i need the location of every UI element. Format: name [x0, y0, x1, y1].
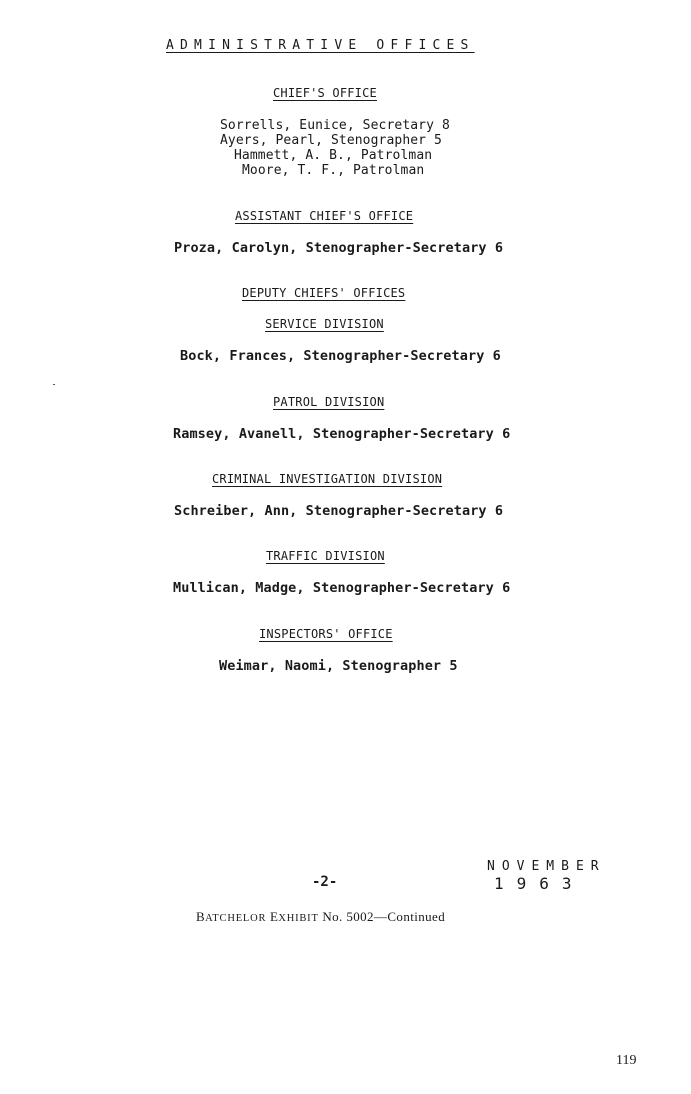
scan-speck: [53, 384, 55, 385]
typed-page-number: -2-: [312, 874, 338, 890]
staff-entry: Bock, Frances, Stenographer-Secretary 6: [180, 348, 501, 364]
section-heading-patrol-division: PATROL DIVISION: [273, 395, 385, 409]
subsection-heading-service-division: SERVICE DIVISION: [265, 317, 384, 331]
staff-entry: Hammett, A. B., Patrolman: [234, 148, 433, 163]
staff-entry: Proza, Carolyn, Stenographer-Secretary 6: [174, 240, 504, 256]
section-heading-inspectors-office: INSPECTORS' OFFICE: [259, 627, 393, 641]
caption-number: No. 5002: [322, 909, 374, 924]
section-heading-deputy-chiefs-offices: DEPUTY CHIEFS' OFFICES: [242, 286, 406, 300]
staff-entry: Schreiber, Ann, Stenographer-Secretary 6: [174, 503, 504, 519]
caption-name-rest: ATCHELOR: [205, 913, 267, 924]
staff-entry: Ayers, Pearl, Stenographer 5: [220, 133, 442, 148]
staff-entry: Weimar, Naomi, Stenographer 5: [219, 658, 458, 674]
staff-entry: Ramsey, Avanell, Stenographer-Secretary 6: [173, 426, 511, 442]
caption-suffix: —Continued: [373, 909, 446, 924]
document-title: ADMINISTRATIVE OFFICES: [166, 38, 475, 53]
date-stamp-year: 1963: [494, 874, 585, 893]
caption-exhibit-rest: XHIBIT: [278, 913, 319, 924]
caption-name-initial: B: [196, 909, 206, 924]
page-number: 119: [616, 1053, 637, 1068]
staff-entry: Moore, T. F., Patrolman: [242, 163, 425, 178]
caption-exhibit-initial: E: [269, 909, 279, 924]
date-stamp-month: NOVEMBER: [487, 859, 606, 874]
section-heading-traffic-division: TRAFFIC DIVISION: [266, 549, 385, 563]
staff-entry: Mullican, Madge, Stenographer-Secretary 6: [173, 580, 511, 596]
section-heading-chiefs-office: CHIEF'S OFFICE: [273, 86, 377, 100]
exhibit-caption: [196, 909, 445, 925]
staff-entry: Sorrells, Eunice, Secretary 8: [220, 118, 450, 133]
section-heading-criminal-investigation-division: CRIMINAL INVESTIGATION DIVISION: [212, 472, 443, 486]
section-heading-assistant-chiefs-office: ASSISTANT CHIEF'S OFFICE: [235, 209, 414, 223]
